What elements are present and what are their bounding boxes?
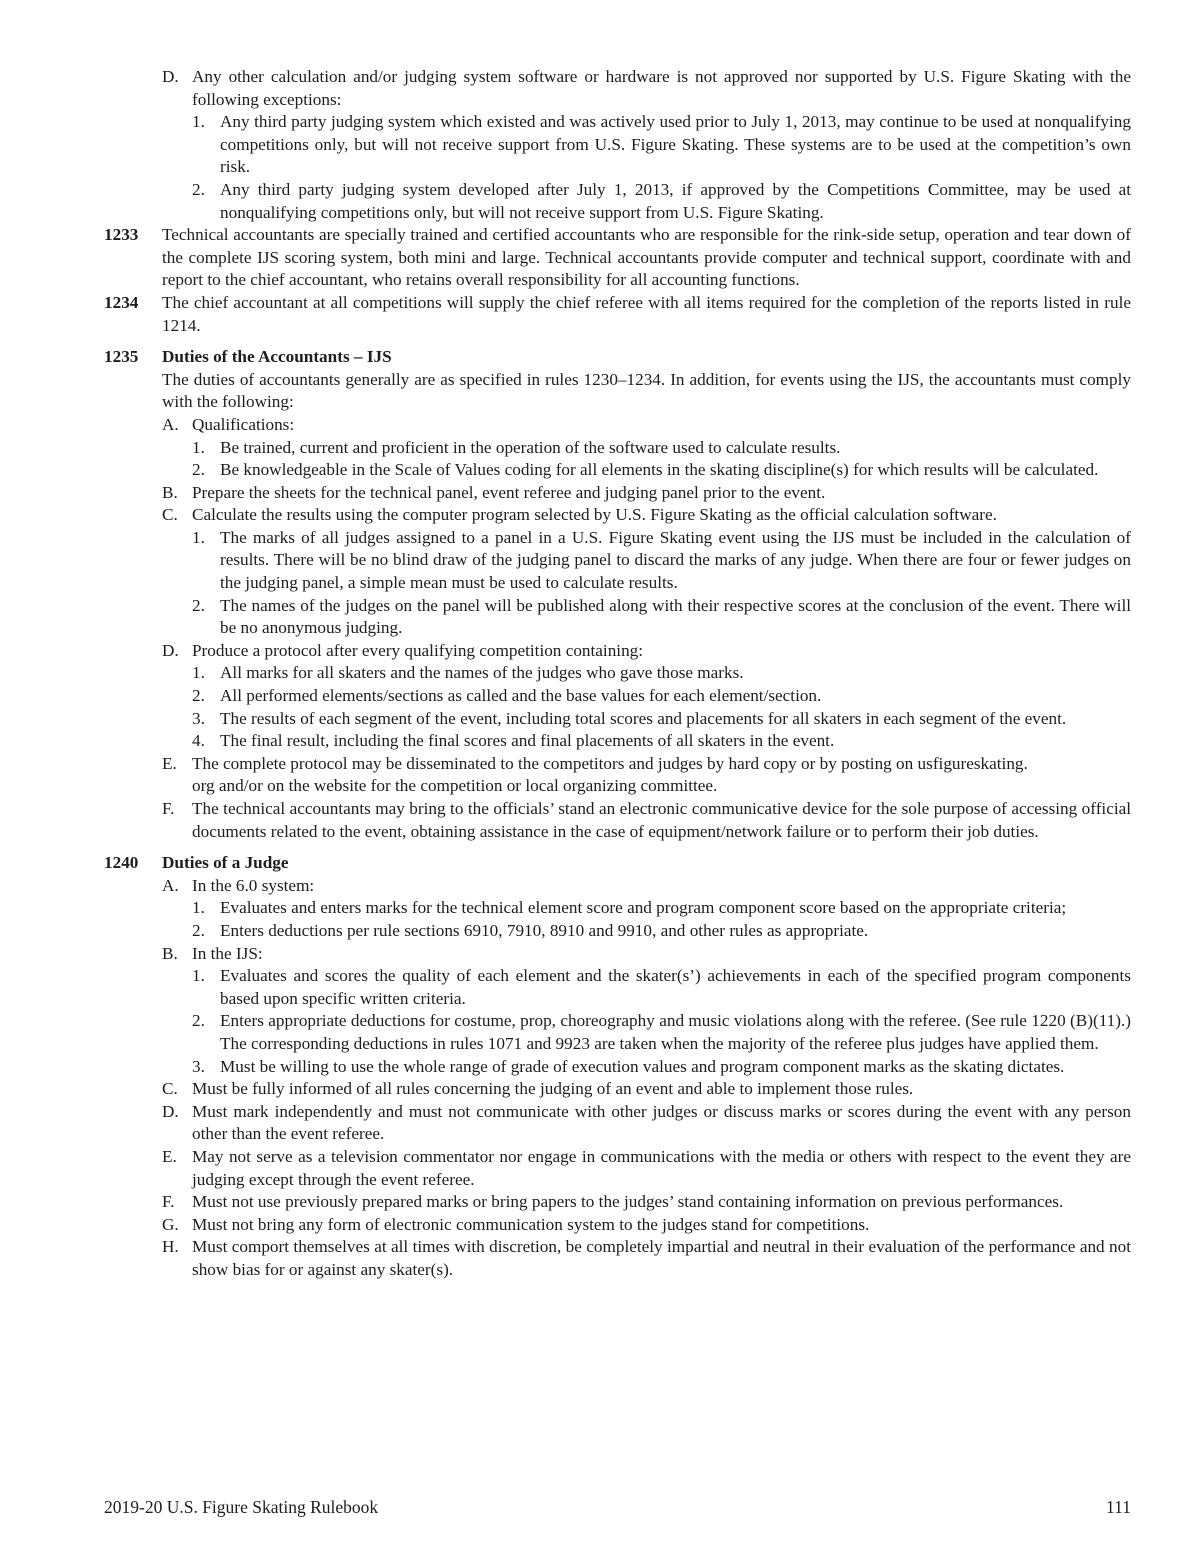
subitem-text: All performed elements/sections as called and the base values for each element/section. (220, 686, 822, 706)
item-text: Qualifications: (192, 414, 295, 434)
subitem-marker: 1. (192, 437, 205, 457)
item-marker: B. (162, 482, 178, 502)
subitem-marker: 3. (192, 708, 205, 728)
item-marker: A. (162, 414, 179, 434)
rule-number: 1240 (104, 853, 139, 873)
rule-1240-item-f (104, 1191, 1131, 1214)
rule-1235-d-subitem-4 (104, 730, 1131, 753)
subitem-text: Be knowledgeable in the Scale of Values coding for all elements in the skating discipline(s) for which results will be calculated. (220, 460, 1099, 480)
rule-heading: Duties of a Judge (162, 853, 289, 873)
subitem-text: Enters deductions per rule sections 6910, 7910, 8910 and 9910, and other rules as appropriate. (220, 920, 869, 940)
rule-1235-item-a (104, 414, 1131, 437)
rule-1240-b-subitem-1 (104, 965, 1131, 1010)
item-text: May not serve as a television commentator nor engage in communications with the media or others with respect to the event they are judging except through the event referee. (192, 1146, 1131, 1189)
rule-1240-b-subitem-2 (104, 1010, 1131, 1055)
item-text: In the 6.0 system: (192, 875, 315, 895)
page-number: 111 (1106, 1497, 1131, 1517)
rule-1235-a-subitem-1 (104, 437, 1131, 460)
subitem-marker: 3. (192, 1056, 205, 1076)
rule-1240-item-d (104, 1101, 1131, 1146)
rule-1240 (104, 852, 1131, 875)
item-text: Must not use previously prepared marks or bring papers to the judges’ stand containing information on previous performances. (192, 1192, 1064, 1212)
rule-1235-d-subitem-2 (104, 685, 1131, 708)
item-marker: F. (162, 1192, 175, 1212)
rule-1235-c-subitem-1 (104, 527, 1131, 595)
rule-1240-a-subitem-1 (104, 897, 1131, 920)
item-marker: A. (162, 875, 179, 895)
rule-1235-item-b (104, 482, 1131, 505)
item-text: Must be fully informed of all rules concerning the judging of an event and able to implement those rules. (192, 1079, 914, 1099)
item-text: Produce a protocol after every qualifying competition containing: (192, 640, 644, 660)
rule-number: 1234 (104, 292, 139, 312)
subitem-text: The results of each segment of the event, including total scores and placements for all skaters in each segment of the event. (220, 708, 1067, 728)
rule-1235-item-c (104, 504, 1131, 527)
rule-1235 (104, 346, 1131, 414)
rule-1240-b-subitem-3 (104, 1056, 1131, 1079)
rule-1235-a-subitem-2 (104, 459, 1131, 482)
rule-1235-item-f (104, 798, 1131, 843)
subitem-text: The names of the judges on the panel will be published along with their respective scores at the conclusion of the event. There will be no anonymous judging. (220, 595, 1131, 638)
item-marker: E. (162, 753, 177, 773)
item-text-line-2: org and/or on the website for the competition or local organizing committee. (192, 776, 718, 796)
rule-1235-d-subitem-1 (104, 662, 1131, 685)
subitem-text: The final result, including the final scores and final placements of all skaters in the event. (220, 731, 835, 751)
item-text: Must not bring any form of electronic communication system to the judges stand for competitions. (192, 1214, 870, 1234)
subitem-text: The marks of all judges assigned to a panel in a U.S. Figure Skating event using the IJS must be included in the calculation of results. There will be no blind draw of the judging panel to discard the marks of any judge. When there are four or fewer judges on the judging panel, a simple mean must be used to calculate results. (220, 527, 1131, 593)
item-text-line-1: The complete protocol may be disseminated to the competitors and judges by hard copy or by posting on usfigureskating. (192, 753, 1028, 773)
item-text: Must mark independently and must not communicate with other judges or discuss marks or scores during the event with any person other than the event referee. (192, 1101, 1131, 1144)
item-marker: C. (162, 505, 178, 525)
rule-1235-d-subitem-3 (104, 708, 1131, 731)
footer-title: 2019-20 U.S. Figure Skating Rulebook (104, 1497, 379, 1517)
subitem-marker: 1. (192, 898, 205, 918)
item-marker: G. (162, 1214, 179, 1234)
rule-1240-item-c (104, 1078, 1131, 1101)
subitem-marker: 1. (192, 966, 205, 986)
subitem-marker: 2. (192, 460, 205, 480)
subitem-marker: 2. (192, 595, 205, 615)
subitem-text: Evaluates and enters marks for the technical element score and program component score based on the appropriate criteria; (220, 898, 1067, 918)
item-marker: D. (162, 1101, 179, 1121)
rule-intro: The duties of accountants generally are as specified in rules 1230–1234. In addition, for events using the IJS, the accountants must comply with the following: (162, 369, 1131, 412)
subitem-text: Evaluates and scores the quality of each element and the skater(s’) achievements in each of the specified program components based upon specific written criteria. (220, 966, 1131, 1008)
rule-1232-d-subitem-2 (104, 179, 1131, 224)
rule-1240-item-b (104, 943, 1131, 966)
rule-1232-d-subitem-1 (104, 111, 1131, 179)
rule-1240-item-h (104, 1236, 1131, 1281)
item-marker: B. (162, 943, 178, 963)
item-marker: E. (162, 1146, 177, 1166)
item-text: Prepare the sheets for the technical panel, event referee and judging panel prior to the event. (192, 482, 826, 502)
page-body (104, 66, 1131, 1281)
rule-1240-a-subitem-2 (104, 920, 1131, 943)
subitem-text: Must be willing to use the whole range of grade of execution values and program component marks as the skating dictates. (220, 1056, 1065, 1076)
item-text: In the IJS: (192, 943, 263, 963)
item-marker: D. (162, 67, 179, 86)
item-text: The technical accountants may bring to the officials’ stand an electronic communicative device for the sole purpose of accessing official documents related to the event, obtaining assistance in the case of equipment/network failure or to perform their job duties. (192, 799, 1131, 841)
rule-1240-item-e (104, 1146, 1131, 1191)
subitem-text: Enters appropriate deductions for costume, prop, choreography and music violations along with the referee. (See rule 1220 (B)(11).) The corresponding deductions in rules 1071 and 9923 are taken when the majority of the referee plus judges have applied them. (220, 1011, 1131, 1053)
rule-1234 (104, 292, 1131, 337)
rule-1232-item-d (104, 66, 1131, 111)
rule-1235-item-e (104, 753, 1131, 798)
item-text: Any other calculation and/or judging system software or hardware is not approved nor supported by U.S. Figure Skating with the following exceptions: (192, 67, 1131, 109)
subitem-marker: 2. (192, 1011, 205, 1031)
rule-text: The chief accountant at all competitions will supply the chief referee with all items required for the completion of the reports listed in rule 1214. (162, 292, 1131, 335)
rule-number: 1233 (104, 225, 139, 245)
item-marker: H. (162, 1237, 179, 1257)
rule-1235-c-subitem-2 (104, 595, 1131, 640)
rule-number: 1235 (104, 347, 139, 367)
rule-heading: Duties of the Accountants – IJS (162, 347, 392, 367)
subitem-marker: 1. (192, 663, 205, 683)
rule-1235-item-d (104, 640, 1131, 663)
subitem-text: Any third party judging system developed after July 1, 2013, if approved by the Competitions Committee, may be used at nonqualifying competitions only, but will not receive support from U.S. Figure Skating. (220, 179, 1131, 222)
subitem-text: Any third party judging system which existed and was actively used prior to July 1, 2013, may continue to be used at nonqualifying competitions only, but will not receive support from U.S. Figure Skating. These systems are to be used at the competition’s own risk. (220, 112, 1131, 177)
item-text: Calculate the results using the computer program selected by U.S. Figure Skating as the official calculation software. (192, 505, 997, 525)
rule-text: Technical accountants are specially trained and certified accountants who are responsible for the rink-side setup, operation and tear down of the complete IJS scoring system, both mini and large. Technical accountants provide computer and technical support, coordinate with and report to the chief accountant, who retains overall responsibility for all accounting functions. (162, 225, 1131, 290)
subitem-marker: 2. (192, 920, 205, 940)
item-marker: C. (162, 1079, 178, 1099)
subitem-marker: 2. (192, 179, 205, 199)
item-marker: D. (162, 640, 179, 660)
subitem-text: Be trained, current and proficient in the operation of the software used to calculate results. (220, 437, 841, 457)
item-marker: F. (162, 799, 175, 818)
subitem-marker: 1. (192, 527, 205, 547)
rule-1233 (104, 224, 1131, 292)
page-footer (104, 1496, 1131, 1520)
subitem-marker: 1. (192, 112, 205, 132)
subitem-marker: 2. (192, 686, 205, 706)
subitem-marker: 4. (192, 731, 205, 751)
rule-1240-item-g (104, 1214, 1131, 1237)
subitem-text: All marks for all skaters and the names of the judges who gave those marks. (220, 663, 744, 683)
item-text: Must comport themselves at all times with discretion, be completely impartial and neutral in their evaluation of the performance and not show bias for or against any skater(s). (192, 1237, 1131, 1279)
rule-1240-item-a (104, 875, 1131, 898)
